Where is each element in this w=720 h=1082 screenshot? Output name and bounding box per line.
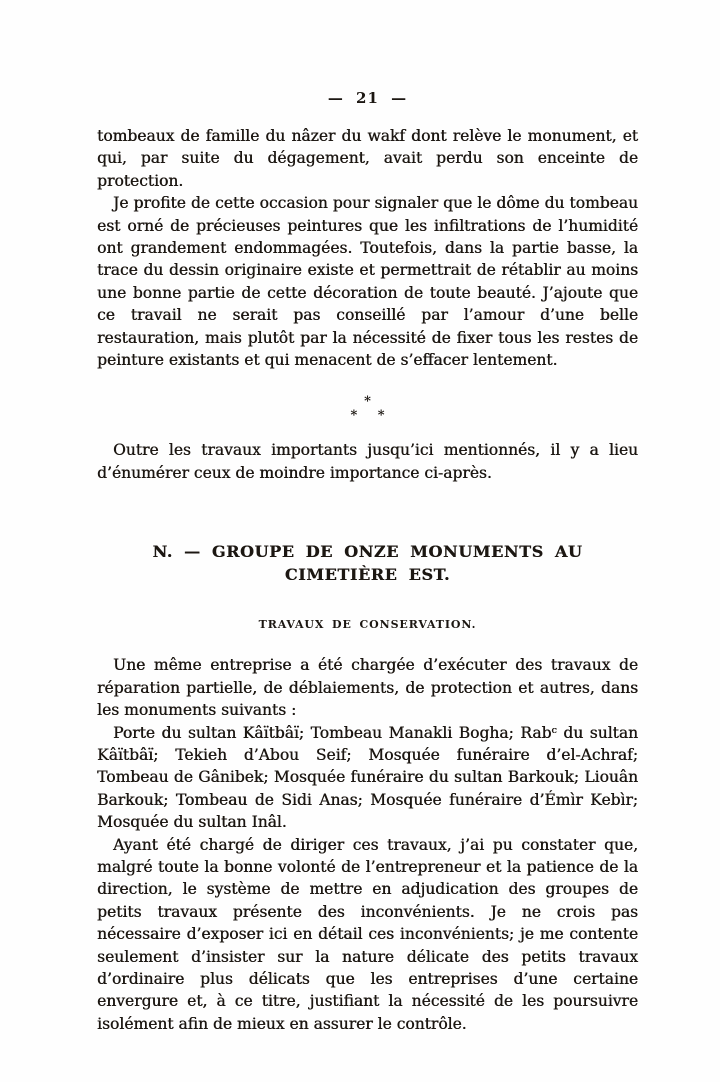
paragraph-monument-list: Porte du sultan Kâïtbâï; Tombeau Manakli Bogha; Rabᶜ du sultan Kâïtbâï; Tekieh d’Abou Seif; Mosquée funéraire d’el-Achraf; Tombeau de Gânibek; Mosquée funéraire du sultan Barkouk; Liouân Barkouk; Tombeau de Sidi Anas; Mosquée funéraire d’Émìr Kebìr; Mosquée du sultan Inâl. — [97, 723, 638, 832]
section-heading: N. — GROUPE DE ONZE MONUMENTS AU CIMETIÈRE EST. — [152, 542, 583, 585]
asterisk-divider — [97, 395, 638, 423]
paragraph: Ayant été chargé de diriger ces travaux, j’ai pu constater que, malgré toute la bonne volonté de l’entrepreneur et la patience de la direction, le système de mettre en adjudication des groupes de petits travaux présente des inconvénients. Je ne crois pas nécessaire d’exposer ici en détail ces inconvénients; je me contente seulement d’insister sur la nature délicate des petits travaux d’ordinaire plus délicats que les entreprises d’une certaine envergure et, à ce titre, justifiant la nécessité de les poursuivre isolément afin de mieux en assurer le contrôle. — [97, 835, 638, 1033]
paragraph: Outre les travaux importants jusqu’ici mentionnés, il y a lieu d’énumérer ceux de moindre importance ci-après. — [97, 441, 638, 482]
divider-star-top: * — [364, 394, 371, 410]
paragraph: Une même entreprise a été chargée d’exécuter des travaux de réparation partielle, de déblaiements, de protection et autres, dans les monuments suivants : — [97, 656, 638, 720]
text-column — [97, 88, 638, 1035]
page-number: — 21 — — [327, 89, 408, 107]
paragraph-continuation: tombeaux de famille du nâzer du wakf dont relève le monument, et qui, par suite du dégagement, avait perdu son enceinte de protection. — [97, 127, 638, 190]
divider-star-bottom: * * — [350, 408, 385, 424]
paragraph: Je profite de cette occasion pour signaler que le dôme du tombeau est orné de précieuses peintures que les infiltrations de l’humidité ont grandement endommagées. Toutefois, dans la partie basse, la trace du dessin originaire existe et permettrait de rétablir au moins une bonne partie de cette décoration de toute beauté. J’ajoute que ce travail ne serait pas conseillé par l’amour d’une belle restauration, mais plutôt par la nécessité de fixer tous les restes de peinture existants et qui menacent de s’effacer lentement. — [97, 194, 638, 370]
section-subheading: TRAVAUX DE CONSERVATION. — [258, 618, 477, 632]
